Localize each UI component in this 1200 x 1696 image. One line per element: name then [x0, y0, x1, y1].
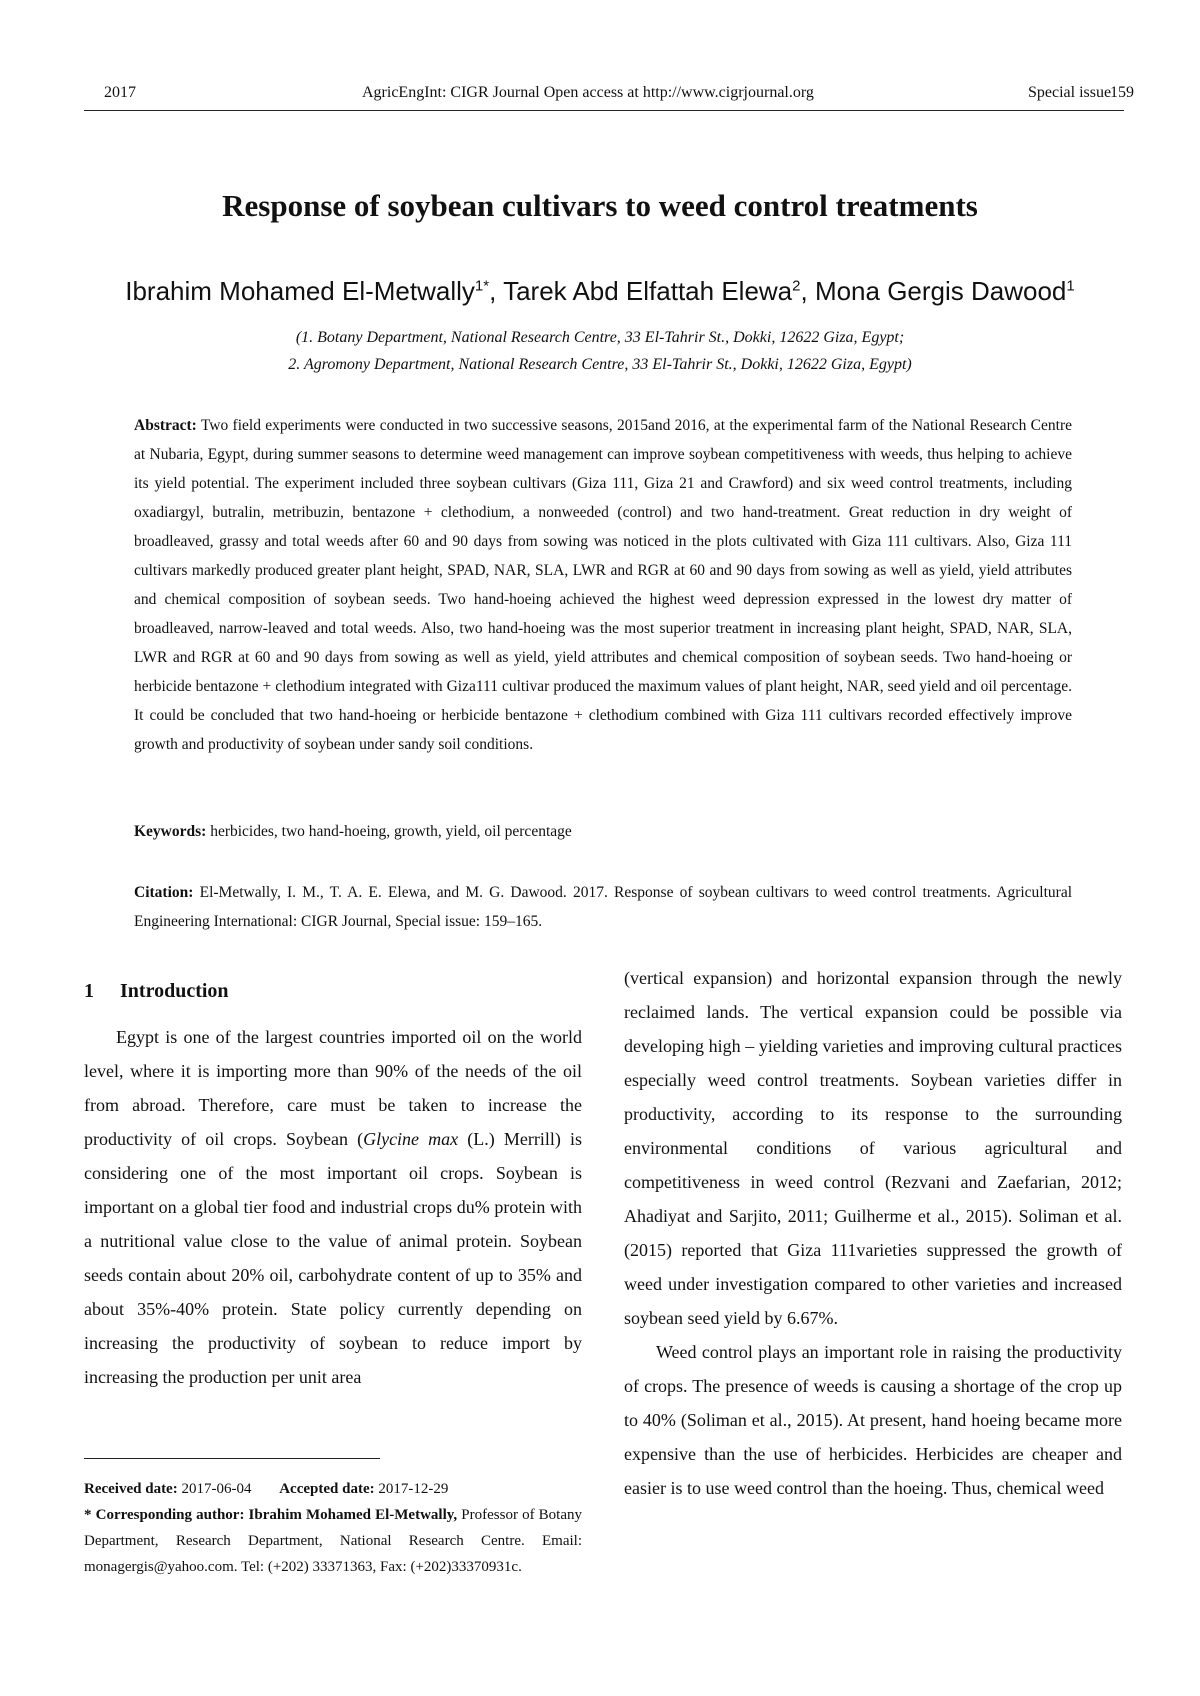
citation-text: El-Metwally, I. M., T. A. E. Elewa, and M. G. Dawood. 2017. Response of soybean cultivars to weed control treatments. Agricultural Engineering International: CIGR Journal, Special issue: 159–165.: [134, 884, 1072, 930]
footnote-rule: [84, 1458, 380, 1459]
section-number: 1: [84, 980, 94, 1002]
author-separator: ,: [800, 276, 815, 306]
species-name: Glycine max: [363, 1129, 459, 1149]
keywords-text: herbicides, two hand-hoeing, growth, yield, oil percentage: [210, 823, 572, 840]
running-header: [84, 84, 1134, 111]
author-separator: ,: [489, 276, 504, 306]
author-affil-mark: 1*: [474, 277, 490, 295]
author-name: Mona Gergis Dawood: [814, 276, 1067, 306]
section-heading: [84, 980, 229, 1003]
accepted-date: 2017-12-29: [378, 1481, 449, 1497]
intro-paragraph: Weed control plays an important role in raising the productivity of crops. The presence of weeds is causing a shortage of the crop up to 40% (Soliman et al., 2015). At present, hand hoeing became more expensive than the use of herbicides. Herbicides are cheaper and easier is to use weed control than the hoeing. Thus, chemical weed: [624, 1342, 1122, 1498]
affiliation-2: 2. Agromony Department, National Research Centre, 33 El-Tahrir St., Dokki, 12622 Giza, Egypt): [288, 356, 912, 373]
abstract-label: Abstract:: [134, 417, 197, 434]
header-journal: AgricEngInt: CIGR Journal Open access at http://www.cigrjournal.org: [362, 84, 814, 101]
affiliation-1: (1. Botany Department, National Research Centre, 33 El-Tahrir St., Dokki, 12622 Giza, Egypt;: [295, 329, 905, 346]
author-affil-mark: 1: [1066, 277, 1075, 295]
corresponding-text: Professor of Botany Department, Research Department, National Research Centre. Email: monagergis@yahoo.com. Tel: (+202) 33371363, Fax: (+202)33370931c.: [84, 1507, 582, 1575]
paper-title: Response of soybean cultivars to weed control treatments: [222, 188, 978, 223]
abstract: [134, 411, 1072, 759]
keywords-label: Keywords:: [134, 823, 207, 840]
intro-paragraph: (vertical expansion) and horizontal expansion through the newly reclaimed lands. The vertical expansion could be possible via developing high – yielding varieties and improving cultural practices especially weed control treatments. Soybean varieties differ in productivity, according to its response to the surrounding environmental conditions of various agricultural and competitiveness in weed control (Rezvani and Zaefarian, 2012; Ahadiyat and Sarjito, 2011; Guilherme et al., 2015). Soliman et al. (2015) reported that Giza 111varieties suppressed the growth of weed under investigation compared to other varieties and increased soybean seed yield by 6.67%.: [624, 968, 1122, 1328]
header-page-number: 159: [1110, 84, 1134, 101]
citation: [134, 878, 1072, 936]
intro-left-column: [84, 1020, 582, 1394]
accepted-label: Accepted date:: [279, 1481, 375, 1497]
header-issue: Special issue: [1028, 84, 1112, 101]
corresponding-author: [84, 1502, 582, 1580]
intro-paragraph: [84, 1020, 582, 1394]
author-affil-mark: 2: [792, 277, 801, 295]
section-title: Introduction: [120, 980, 229, 1002]
author-name: Ibrahim Mohamed El-Metwally: [125, 276, 475, 306]
footnote: [84, 1476, 582, 1580]
intro-text: Egypt is one of the largest countries imported oil on the world level, where it is importing more than 90% of the needs of the oil from abroad. Therefore, care must be taken to increase the productivity of oil crops. Soybean (: [84, 1027, 582, 1149]
received-date: 2017-06-04: [181, 1481, 252, 1497]
header-year: 2017: [104, 84, 136, 101]
author-name: Tarek Abd Elfattah Elewa: [503, 276, 793, 306]
abstract-text: Two field experiments were conducted in two successive seasons, 2015and 2016, at the experimental farm of the National Research Centre at Nubaria, Egypt, during summer seasons to determine weed management can improve soybean competitiveness with weeds, thus helping to achieve its yield potential. The experiment included three soybean cultivars (Giza 111, Giza 21 and Crawford) and six weed control treatments, including oxadiargyl, butralin, metribuzin, bentazone + clethodium, a nonweeded (control) and two hand-treatment. Great reduction in dry weight of broadleaved, grassy and total weeds after 60 and 90 days from sowing was noticed in the plots cultivated with Giza 111 cultivars. Also, Giza 111 cultivars markedly produced greater plant height, SPAD, NAR, SLA, LWR and RGR at 60 and 90 days from sowing as well as yield, yield attributes and chemical composition of soybean seeds. Two hand-hoeing achieved the highest weed depression expressed in the lowest dry matter of broadleaved, narrow-leaved and total weeds. Also, two hand-hoeing was the most superior treatment in increasing plant height, SPAD, NAR, SLA, LWR and RGR at 60 and 90 days from sowing as well as yield, yield attributes and chemical composition of soybean seeds. Two hand-hoeing or herbicide bentazone + clethodium integrated with Giza111 cultivar produced the maximum values of plant height, NAR, seed yield and oil percentage. It could be concluded that two hand-hoeing or herbicide bentazone + clethodium combined with Giza 111 cultivars recorded effectively improve growth and productivity of soybean under sandy soil conditions.: [134, 417, 1072, 753]
author-list: [0, 276, 1200, 307]
corresponding-label: * Corresponding author: Ibrahim Mohamed El-Metwally,: [84, 1507, 458, 1523]
received-label: Received date:: [84, 1481, 178, 1497]
intro-right-column: [624, 961, 1122, 1505]
intro-text: (L.) Merrill) is considering one of the most important oil crops. Soybean is important on a global tier food and industrial crops du% protein with a nutritional value close to the value of animal protein. Soybean seeds contain about 20% oil, carbohydrate content of up to 35% and about 35%-40% protein. State policy currently depending on increasing the productivity of soybean to reduce import by increasing the production per unit area: [84, 1129, 583, 1387]
keywords: [134, 823, 1072, 841]
dates-line: [84, 1476, 582, 1502]
citation-label: Citation:: [134, 884, 194, 901]
